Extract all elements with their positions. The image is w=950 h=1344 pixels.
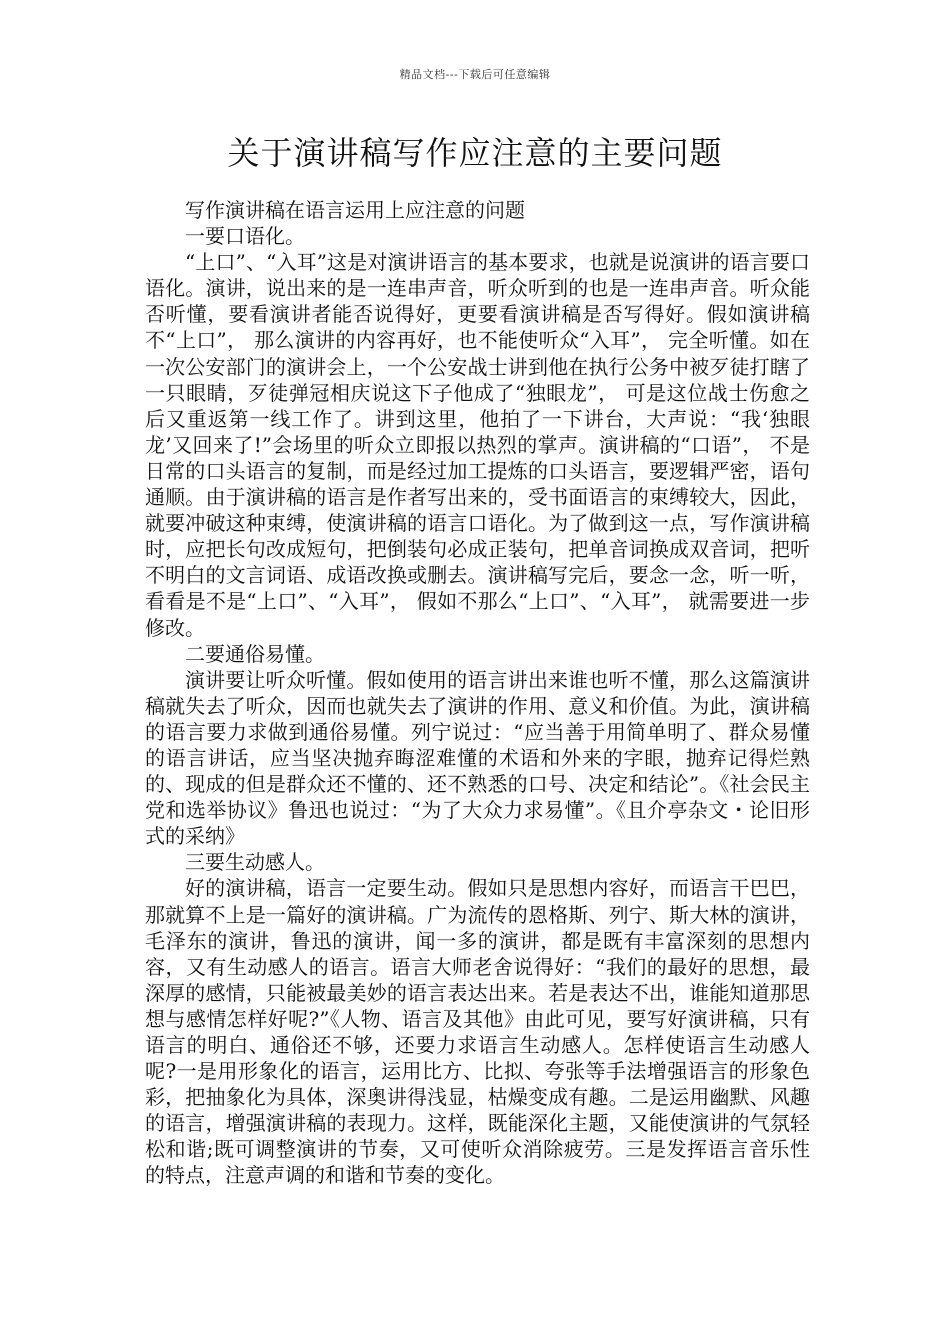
- section-heading-2: 二要通俗易懂。: [185, 641, 325, 666]
- section-heading-3: 三要生动感人。: [185, 850, 325, 875]
- document-title: 关于演讲稿写作应注意的主要问题: [227, 134, 723, 172]
- section-intro-heading: 写作演讲稿在语言运用上应注意的问题: [185, 198, 525, 222]
- header-note: 精品文档---下载后可任意编辑: [399, 68, 551, 81]
- section-heading-1: 一要口语化。: [185, 224, 305, 249]
- body-paragraph-3: 好的演讲稿，语言一定要生动。假如只是思想内容好，而语言干巴巴，那就算不上是一篇好的演讲稿。广为流传的恩格斯、列宁、斯大林的演讲，毛泽东的演讲，鲁迅的演讲，闻一多的演讲，都是既有丰富深刻的思想内容，又有生动感人的语言。语言大师老舍说得好：“我们的最好的思想，最深厚的感情，只能被最美妙的语言表达出来。若是表达不出，谁能知道那思想与感情怎样好呢?”《人物、语言及其他》由此可见，要写好演讲稿，只有语言的明白、通俗还不够，还要力求语言生动感人。怎样使语言生动感人呢?一是用形象化的语言，运用比方、比拟、夸张等手法增强语言的形象色彩，把抽象化为具体，深奥讲得浅显，枯燥变成有趣。二是运用幽默、风趣的语言，增强演讲稿的表现力。这样，既能深化主题，又能使演讲的气氛轻松和谐;既可调整演讲的节奏，又可使听众消除疲劳。三是发挥语言音乐性的特点，注意声调的和谐和节奏的变化。: [145, 876, 810, 1188]
- body-paragraph-1: “上口”、“入耳”这是对演讲语言的基本要求，也就是说演讲的语言要口语化。演讲，说出来的是一连串声音，听众听到的也是一连串声音。听众能否听懂，要看演讲者能否说得好，更要看演讲稿是否写得好。假如演讲稿不“上口”， 那么演讲的内容再好，也不能使听众“入耳”， 完全听懂。如在一次公安部门的演讲会上，一个公安战士讲到他在执行公务中被歹徒打瞎了一只眼睛，歹徒弹冠相庆说这下子他成了“独眼龙”， 可是这位战士伤愈之后又重返第一线工作了。讲到这里，他拍了一下讲台，大声说：“我‘独眼龙’又回来了!”会场里的听众立即报以热烈的掌声。演讲稿的“口语”， 不是日常的口头语言的复制，而是经过加工提炼的口头语言，要逻辑严密，语句通顺。由于演讲稿的语言是作者写出来的，受书面语言的束缚较大，因此，就要冲破这种束缚，使演讲稿的语言口语化。为了做到这一点，写作演讲稿时，应把长句改成短句，把倒装句必成正装句，把单音词换成双音词，把听不明白的文言词语、成语改换或删去。演讲稿写完后，要念一念，听一听，看看是不是“上口”、“入耳”， 假如不那么“上口”、“入耳”， 就需要进一步修改。: [145, 250, 810, 640]
- document-body: [145, 197, 810, 1189]
- body-paragraph-2: 演讲要让听众听懂。假如使用的语言讲出来谁也听不懂，那么这篇演讲稿就失去了听众，因而也就失去了演讲的作用、意义和价值。为此，演讲稿的语言要力求做到通俗易懂。列宁说过：“应当善于用简单明了、群众易懂的语言讲话，应当坚决抛弃晦涩难懂的术语和外来的字眼，抛弃记得烂熟的、现成的但是群众还不懂的、还不熟悉的口号、决定和结论”。《社会民主党和选举协议》鲁迅也说过：“为了大众力求易懂”。《且介亭杂文・论旧形式的采纳》: [145, 667, 810, 849]
